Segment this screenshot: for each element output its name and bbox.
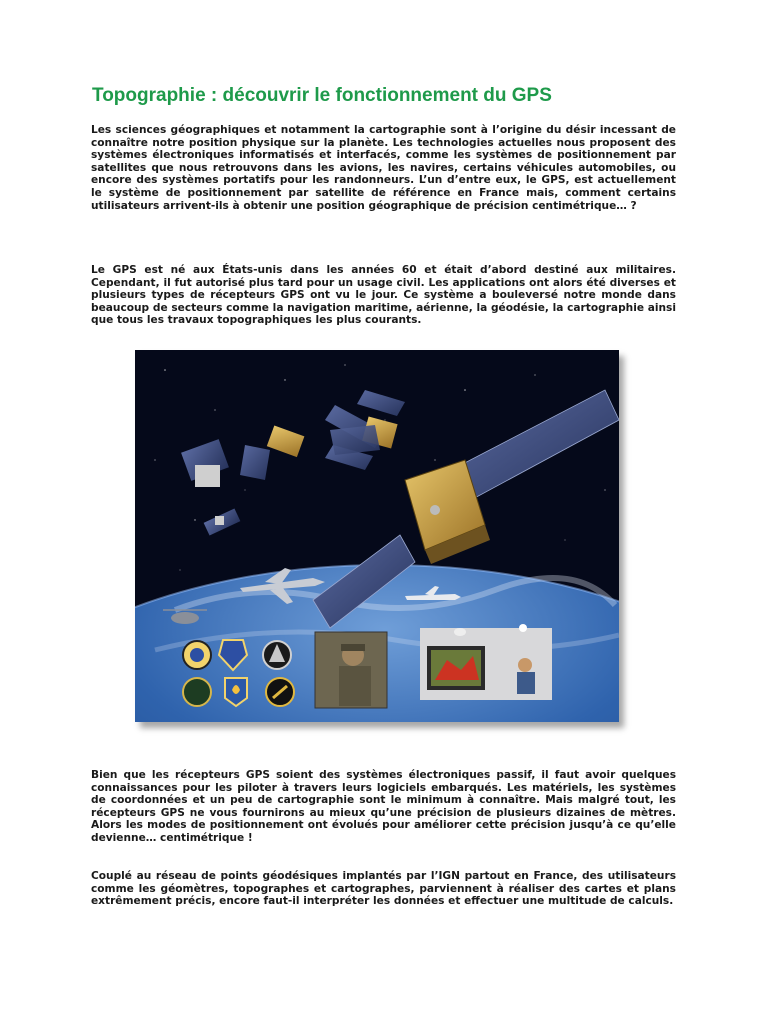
page-title: Topographie : découvrir le fonctionnement du GPS — [92, 85, 552, 106]
soldier-icon — [315, 632, 387, 708]
paragraph-receivers: Bien que les récepteurs GPS soient des systèmes électroniques passif, il faut avoir quelques connaissances pour les piloter à travers leurs logiciels embarqués. Les matériels, les systèmes de coordonnées et un peu de cartographie sont le minimum à connaître. Mais malgré tout, les récepteurs GPS ne vous fournirons au mieux qu’une précision de plusieurs dizaines de mètres. Alors les modes de positionnement ont évolués pour améliorer cette précision jusqu’à ce qu’elle devienne… centimétrique ! — [91, 769, 676, 844]
paragraph-history: Le GPS est né aux États-unis dans les années 60 et était d’abord destiné aux militaires. Cependant, il fut autorisé plus tard pour un usage civil. Les applications ont alors été diverses et plusieurs types de récepteurs GPS ont vu le jour. Ce système a bouleversé notre monde dans beaucoup de secteurs comme la navigation maritime, aérienne, la géodésie, la cartographie ainsi que tous les travaux topographiques les plus courants. — [91, 264, 676, 327]
paragraph-intro: Les sciences géographiques et notamment la cartographie sont à l’origine du désir incessant de connaître notre position physique sur la planète. Les technologies actuelles nous proposent des systèmes électroniques informatisés et interfacés, comme les systèmes de positionnement par satellites que nous retrouvons dans les avions, les navires, certains véhicules automobiles, ou encore des systèmes portatifs pour les randonneurs. L’un d’entre eux, le GPS, est actuellement le système de positionnement par satellite de référence en France mais, comment certains utilisateurs arrivent-ils à obtenir une position géographique de précision centimétrique… ? — [91, 124, 676, 212]
paragraph-ign: Couplé au réseau de points géodésiques implantés par l’IGN partout en France, des utilisateurs comme les géomètres, topographes et cartographes, parviennent à réaliser des cartes et plans extrêmement précis, encore faut-il interpréter les données et effectuer une multitude de calculs. — [91, 870, 676, 908]
gps-illustration — [135, 350, 619, 722]
ground-station-icon — [420, 624, 552, 700]
